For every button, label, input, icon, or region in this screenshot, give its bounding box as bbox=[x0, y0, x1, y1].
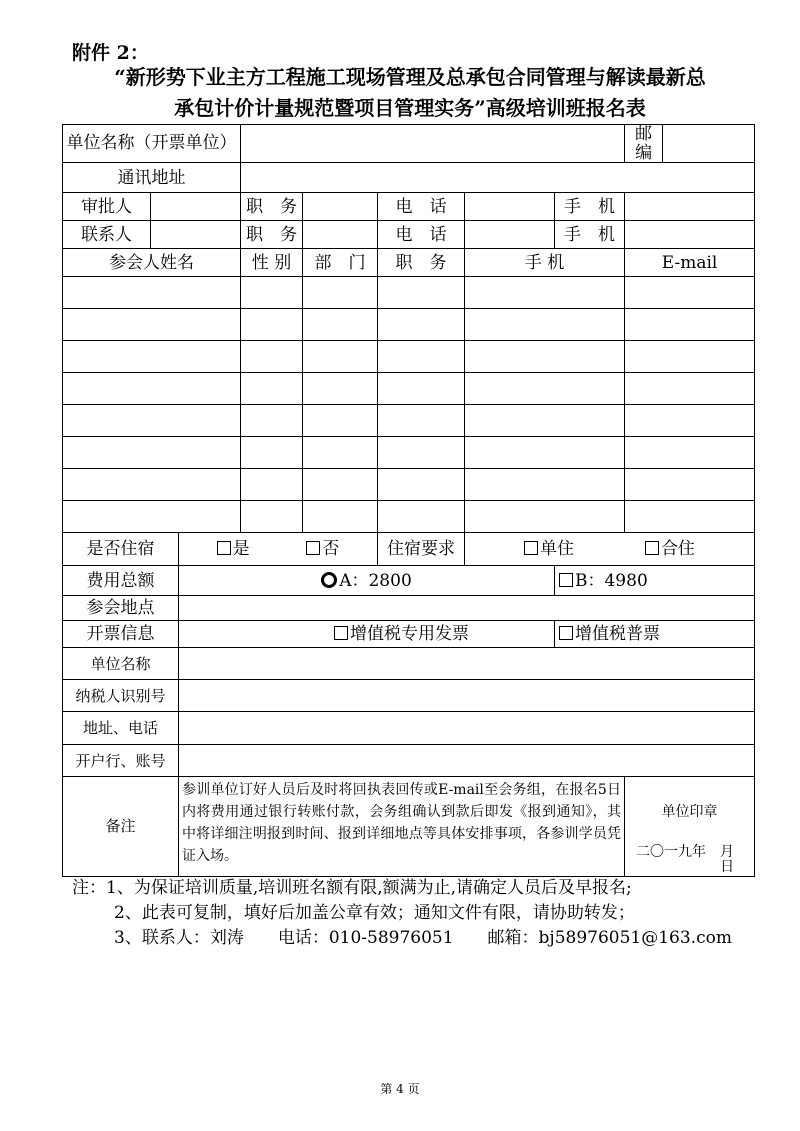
page-number: 第 4 页 bbox=[380, 1082, 420, 1096]
participant-position-cell[interactable] bbox=[378, 277, 465, 309]
participant-row bbox=[63, 309, 755, 341]
seal-cell bbox=[625, 777, 755, 876]
invoice-normal-label: 增值税普票 bbox=[575, 624, 660, 645]
invoice-special-label: 增值税专用发票 bbox=[350, 624, 469, 645]
participants-header-row bbox=[63, 249, 755, 277]
participant-row bbox=[63, 405, 755, 437]
participant-name-cell[interactable] bbox=[63, 277, 241, 309]
approver-position-label: 职 务 bbox=[241, 193, 303, 221]
checkbox-icon[interactable] bbox=[645, 541, 659, 555]
attachment-label: 附件 2： bbox=[72, 42, 149, 64]
participant-department-cell[interactable] bbox=[303, 501, 378, 533]
invoice-org-row bbox=[63, 648, 755, 680]
approver-phone-field[interactable] bbox=[465, 193, 555, 221]
participant-row bbox=[63, 341, 755, 373]
participant-email-cell[interactable] bbox=[625, 501, 755, 533]
participant-mobile-cell[interactable] bbox=[465, 501, 625, 533]
participant-mobile-cell[interactable] bbox=[465, 405, 625, 437]
approver-mobile-field[interactable] bbox=[625, 193, 755, 221]
address-field[interactable] bbox=[241, 163, 755, 193]
participant-email-cell[interactable] bbox=[625, 437, 755, 469]
participant-position-cell[interactable] bbox=[378, 341, 465, 373]
participant-email-cell[interactable] bbox=[625, 405, 755, 437]
contact-position-label: 职 务 bbox=[241, 221, 303, 249]
participant-mobile-cell[interactable] bbox=[465, 277, 625, 309]
lodging-yes-label: 是 bbox=[232, 539, 250, 560]
org-row bbox=[63, 125, 755, 163]
remarks-text: 参训单位订好人员后及时将回执表回传或E-mail至会务组，在报名5日内将费用通过银行转账付款，会务组确认到款后即发《报到通知》，其中将详细注明报到时间、报到详细地点等具体安排事项，各参训学员凭证入场。 bbox=[179, 777, 625, 876]
venue-label: 参会地点 bbox=[63, 596, 179, 621]
participant-name-cell[interactable] bbox=[63, 309, 241, 341]
contact-field[interactable] bbox=[151, 221, 241, 249]
fee-row bbox=[63, 566, 755, 596]
approver-row bbox=[63, 193, 755, 221]
approver-phone-label: 电 话 bbox=[378, 193, 465, 221]
venue-row bbox=[63, 596, 755, 621]
contact-mobile-field[interactable] bbox=[625, 221, 755, 249]
participant-name-cell[interactable] bbox=[63, 373, 241, 405]
checkbox-icon[interactable] bbox=[217, 541, 231, 555]
approver-mobile-label: 手 机 bbox=[555, 193, 625, 221]
participant-department-cell[interactable] bbox=[303, 309, 378, 341]
note-line-3: 3、联系人：刘涛 电话：010-58976051 邮箱：bj58976051@163.com bbox=[114, 928, 732, 948]
participant-mobile-cell[interactable] bbox=[465, 437, 625, 469]
participant-row bbox=[63, 501, 755, 533]
fee-option-b-label: B：4980 bbox=[575, 570, 648, 591]
bank-account-row bbox=[63, 745, 755, 777]
lodging-single-label: 单住 bbox=[540, 539, 575, 560]
lodging-shared-option[interactable] bbox=[645, 540, 695, 559]
lodging-no-label: 否 bbox=[322, 539, 340, 560]
participant-gender-cell[interactable] bbox=[241, 501, 303, 533]
participant-department-cell[interactable] bbox=[303, 277, 378, 309]
postcode-field[interactable] bbox=[663, 125, 755, 163]
participant-email-cell[interactable] bbox=[625, 277, 755, 309]
participant-name-cell[interactable] bbox=[63, 501, 241, 533]
contact-phone-label: 电 话 bbox=[378, 221, 465, 249]
lodging-label: 是否住宿 bbox=[63, 533, 179, 566]
participant-department-cell[interactable] bbox=[303, 341, 378, 373]
fee-option-a-label: A：2800 bbox=[339, 570, 412, 591]
org-name-label: 单位名称（开票单位） bbox=[63, 125, 241, 163]
participant-position-cell[interactable] bbox=[378, 405, 465, 437]
remarks-label: 备注 bbox=[63, 777, 179, 876]
participant-gender-header: 性 别 bbox=[241, 249, 303, 277]
approver-label: 审批人 bbox=[63, 193, 151, 221]
contact-position-field[interactable] bbox=[303, 221, 378, 249]
participant-position-cell[interactable] bbox=[378, 437, 465, 469]
lodging-options bbox=[179, 533, 378, 566]
participant-email-header: E-mail bbox=[625, 249, 755, 277]
checkbox-icon[interactable] bbox=[306, 541, 320, 555]
remarks-row bbox=[63, 777, 755, 876]
taxpayer-id-field[interactable] bbox=[179, 680, 755, 712]
taxpayer-id-label: 纳税人识别号 bbox=[63, 680, 179, 712]
approver-field[interactable] bbox=[151, 193, 241, 221]
fee-option-b[interactable] bbox=[555, 566, 755, 596]
participant-name-cell[interactable] bbox=[63, 405, 241, 437]
participant-email-cell[interactable] bbox=[625, 309, 755, 341]
fee-label: 费用总额 bbox=[63, 566, 179, 596]
contact-row bbox=[63, 221, 755, 249]
seal-label: 单位印章 bbox=[661, 804, 718, 821]
participant-gender-cell[interactable] bbox=[241, 373, 303, 405]
participant-position-header: 职 务 bbox=[378, 249, 465, 277]
participant-department-cell[interactable] bbox=[303, 373, 378, 405]
participant-mobile-cell[interactable] bbox=[465, 309, 625, 341]
participant-position-cell[interactable] bbox=[378, 309, 465, 341]
contact-mobile-label: 手 机 bbox=[555, 221, 625, 249]
participant-mobile-cell[interactable] bbox=[465, 373, 625, 405]
note-line-1: 注：1、为保证培训质量,培训班名额有限,额满为止,请确定人员后及早报名; bbox=[72, 878, 632, 898]
participant-row bbox=[63, 469, 755, 501]
participant-position-cell[interactable] bbox=[378, 469, 465, 501]
checkbox-icon[interactable] bbox=[334, 626, 348, 640]
participant-position-cell[interactable] bbox=[378, 501, 465, 533]
participant-gender-cell[interactable] bbox=[241, 277, 303, 309]
postcode-label: 邮 编 bbox=[625, 125, 663, 163]
address-phone-field[interactable] bbox=[179, 712, 755, 745]
bank-account-label: 开户行、账号 bbox=[63, 745, 179, 777]
participant-mobile-cell[interactable] bbox=[465, 341, 625, 373]
venue-field[interactable] bbox=[179, 596, 755, 621]
participant-mobile-cell[interactable] bbox=[465, 469, 625, 501]
lodging-single-option[interactable] bbox=[524, 540, 574, 559]
participant-gender-cell[interactable] bbox=[241, 405, 303, 437]
participant-department-header: 部 门 bbox=[303, 249, 378, 277]
participant-row bbox=[63, 373, 755, 405]
participant-gender-cell[interactable] bbox=[241, 341, 303, 373]
lodging-row bbox=[63, 533, 755, 566]
participant-name-cell[interactable] bbox=[63, 437, 241, 469]
address-phone-row bbox=[63, 712, 755, 745]
participant-name-cell[interactable] bbox=[63, 341, 241, 373]
approver-position-field[interactable] bbox=[303, 193, 378, 221]
address-label: 通讯地址 bbox=[63, 163, 241, 193]
form-title-line2: 承包计价计量规范暨项目管理实务”高级培训班报名表 bbox=[174, 96, 646, 120]
invoice-row bbox=[63, 621, 755, 648]
lodging-yes-option[interactable] bbox=[217, 540, 250, 559]
participant-gender-cell[interactable] bbox=[241, 437, 303, 469]
seal-date: 二〇一九年 月 日 bbox=[636, 843, 749, 876]
participant-department-cell[interactable] bbox=[303, 405, 378, 437]
lodging-requirement-label: 住宿要求 bbox=[378, 533, 465, 566]
participant-department-cell[interactable] bbox=[303, 469, 378, 501]
participant-row bbox=[63, 437, 755, 469]
lodging-requirement-options bbox=[465, 533, 755, 566]
lodging-no-option[interactable] bbox=[306, 540, 339, 559]
checkbox-icon[interactable] bbox=[559, 626, 573, 640]
participant-gender-cell[interactable] bbox=[241, 309, 303, 341]
note-line-2: 2、此表可复制，填好后加盖公章有效；通知文件有限，请协助转发； bbox=[114, 903, 635, 923]
fee-option-a[interactable] bbox=[179, 566, 555, 596]
participant-department-cell[interactable] bbox=[303, 437, 378, 469]
invoice-normal-option[interactable] bbox=[555, 621, 755, 648]
taxpayer-id-row bbox=[63, 680, 755, 712]
address-phone-label: 地址、电话 bbox=[63, 712, 179, 745]
notes bbox=[72, 876, 732, 951]
participant-email-cell[interactable] bbox=[625, 469, 755, 501]
invoice-org-field[interactable] bbox=[179, 648, 755, 680]
participant-row bbox=[63, 277, 755, 309]
checkbox-icon[interactable] bbox=[524, 541, 538, 555]
lodging-shared-label: 合住 bbox=[660, 539, 695, 560]
invoice-special-option[interactable] bbox=[179, 621, 555, 648]
contact-phone-field[interactable] bbox=[465, 221, 555, 249]
registration-form bbox=[62, 124, 755, 877]
invoice-org-label: 单位名称 bbox=[63, 648, 179, 680]
contact-label: 联系人 bbox=[63, 221, 151, 249]
checkbox-icon[interactable] bbox=[559, 573, 573, 587]
participant-gender-cell[interactable] bbox=[241, 469, 303, 501]
participant-email-cell[interactable] bbox=[625, 341, 755, 373]
invoice-label: 开票信息 bbox=[63, 621, 179, 648]
address-row bbox=[63, 163, 755, 193]
participant-email-cell[interactable] bbox=[625, 373, 755, 405]
radio-selected-icon[interactable] bbox=[321, 572, 337, 588]
participant-name-header: 参会人姓名 bbox=[63, 249, 241, 277]
org-name-field[interactable] bbox=[241, 125, 625, 163]
participant-name-cell[interactable] bbox=[63, 469, 241, 501]
bank-account-field[interactable] bbox=[179, 745, 755, 777]
form-title-line1: “新形势下业主方工程施工现场管理及总承包合同管理与解读最新总 bbox=[114, 65, 706, 89]
participant-mobile-header: 手 机 bbox=[465, 249, 625, 277]
participant-position-cell[interactable] bbox=[378, 373, 465, 405]
